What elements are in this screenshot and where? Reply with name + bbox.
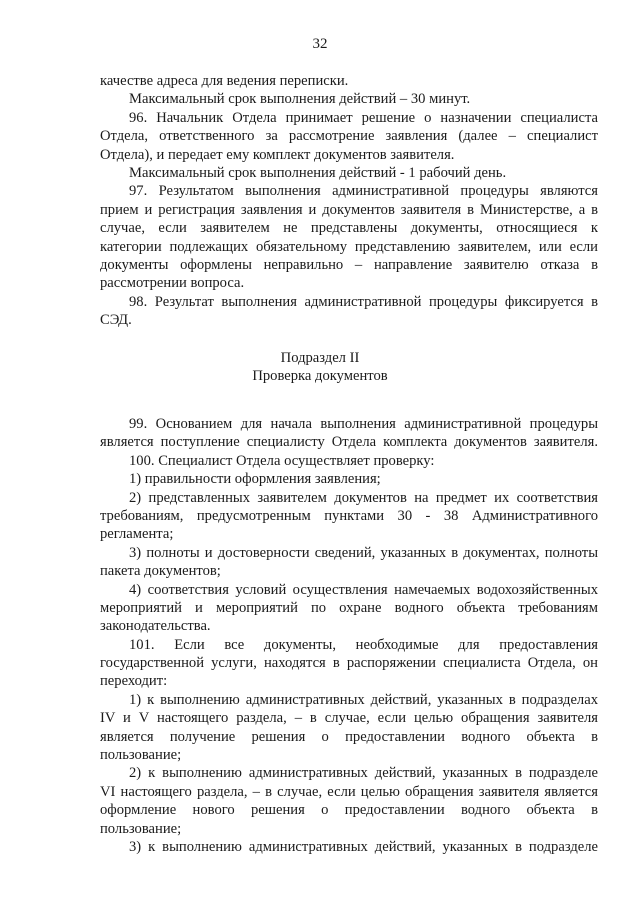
text-block-top (100, 72, 598, 329)
text-line: 3) полноты и достоверности сведений, указанных в документах, полноты (129, 544, 598, 561)
text-line: 97. Результатом выполнения административной процедуры являются (129, 183, 598, 200)
text-line: случае, если заявителем не представлены документы, относящиеся к (100, 220, 598, 237)
text-line: Максимальный срок выполнения действий - 1 рабочий день. (129, 164, 507, 181)
subsection-heading (0, 349, 640, 386)
text-line: 2) к выполнению административных действий, указанных в подразделе (129, 765, 598, 782)
text-line: пакета документов; (100, 563, 221, 580)
subsection-name: Проверка документов (252, 368, 388, 385)
text-line: 3) к выполнению административных действий, указанных в подразделе (129, 838, 598, 855)
text-line: 96. Начальник Отдела принимает решение о назначении специалиста (129, 109, 598, 126)
text-line: 1) к выполнению административных действий, указанных в подразделах (129, 691, 598, 708)
text-line: законодательства. (100, 618, 211, 635)
text-line: качестве адреса для ведения переписки. (100, 73, 349, 89)
text-line: Отдела, ответственного за рассмотрение заявления (далее – специалист (100, 128, 598, 145)
text-line: СЭД. (100, 312, 132, 329)
text-line: 4) соответствия условий осуществления намечаемых водохозяйственных (129, 581, 598, 598)
text-line: прием и регистрация заявления и документов заявителя в Министерстве, а в (100, 201, 598, 218)
subsection-title: Подраздел II (280, 350, 360, 366)
text-line: мероприятий и мероприятий по охране водного объекта требованиям (100, 599, 598, 616)
text-line: 100. Специалист Отдела осуществляет проверку: (129, 452, 435, 469)
text-line: переходит: (100, 673, 168, 690)
text-line: является получение решения о предоставлении водного объекта в (100, 728, 598, 745)
text-line: 101. Если все документы, необходимые для предоставления (129, 636, 598, 653)
text-line: 98. Результат выполнения административной процедуры фиксируется в (129, 293, 598, 310)
text-line: регламента; (100, 526, 174, 543)
page-number: 32 (312, 36, 328, 52)
text-line: IV и V настоящего раздела, – в случае, если целью обращения заявителя (100, 710, 598, 727)
text-line: Максимальный срок выполнения действий – 30 минут. (129, 91, 471, 108)
text-line: государственной услуги, находятся в распоряжении специалиста Отдела, он (100, 655, 598, 672)
text-line: 2) представленных заявителем документов на предмет их соответствия (129, 489, 598, 506)
text-line: документы оформлены неправильно – направление заявителю отказа в (100, 256, 598, 273)
text-line: категории подлежащих обязательному представлению заявителем, или если (100, 238, 598, 255)
text-line: является поступление специалисту Отдела комплекта документов заявителя. (100, 434, 598, 451)
text-line: пользование; (100, 820, 182, 837)
text-line: Отдела), и передает ему комплект документов заявителя. (100, 146, 455, 163)
text-line: рассмотрении вопроса. (100, 275, 245, 292)
text-line: 1) правильности оформления заявления; (129, 471, 381, 488)
text-line: VI настоящего раздела, – в случае, если целью обращения заявителя является (100, 783, 598, 800)
text-line: пользование; (100, 747, 182, 764)
text-line: оформление нового решения о предоставлении водного объекта в (100, 802, 598, 819)
text-line: требованиям, предусмотренным пунктами 30 - 38 Административного (100, 507, 598, 524)
text-block-main (100, 415, 598, 856)
text-line: 99. Основанием для начала выполнения административной процедуры (129, 416, 598, 432)
